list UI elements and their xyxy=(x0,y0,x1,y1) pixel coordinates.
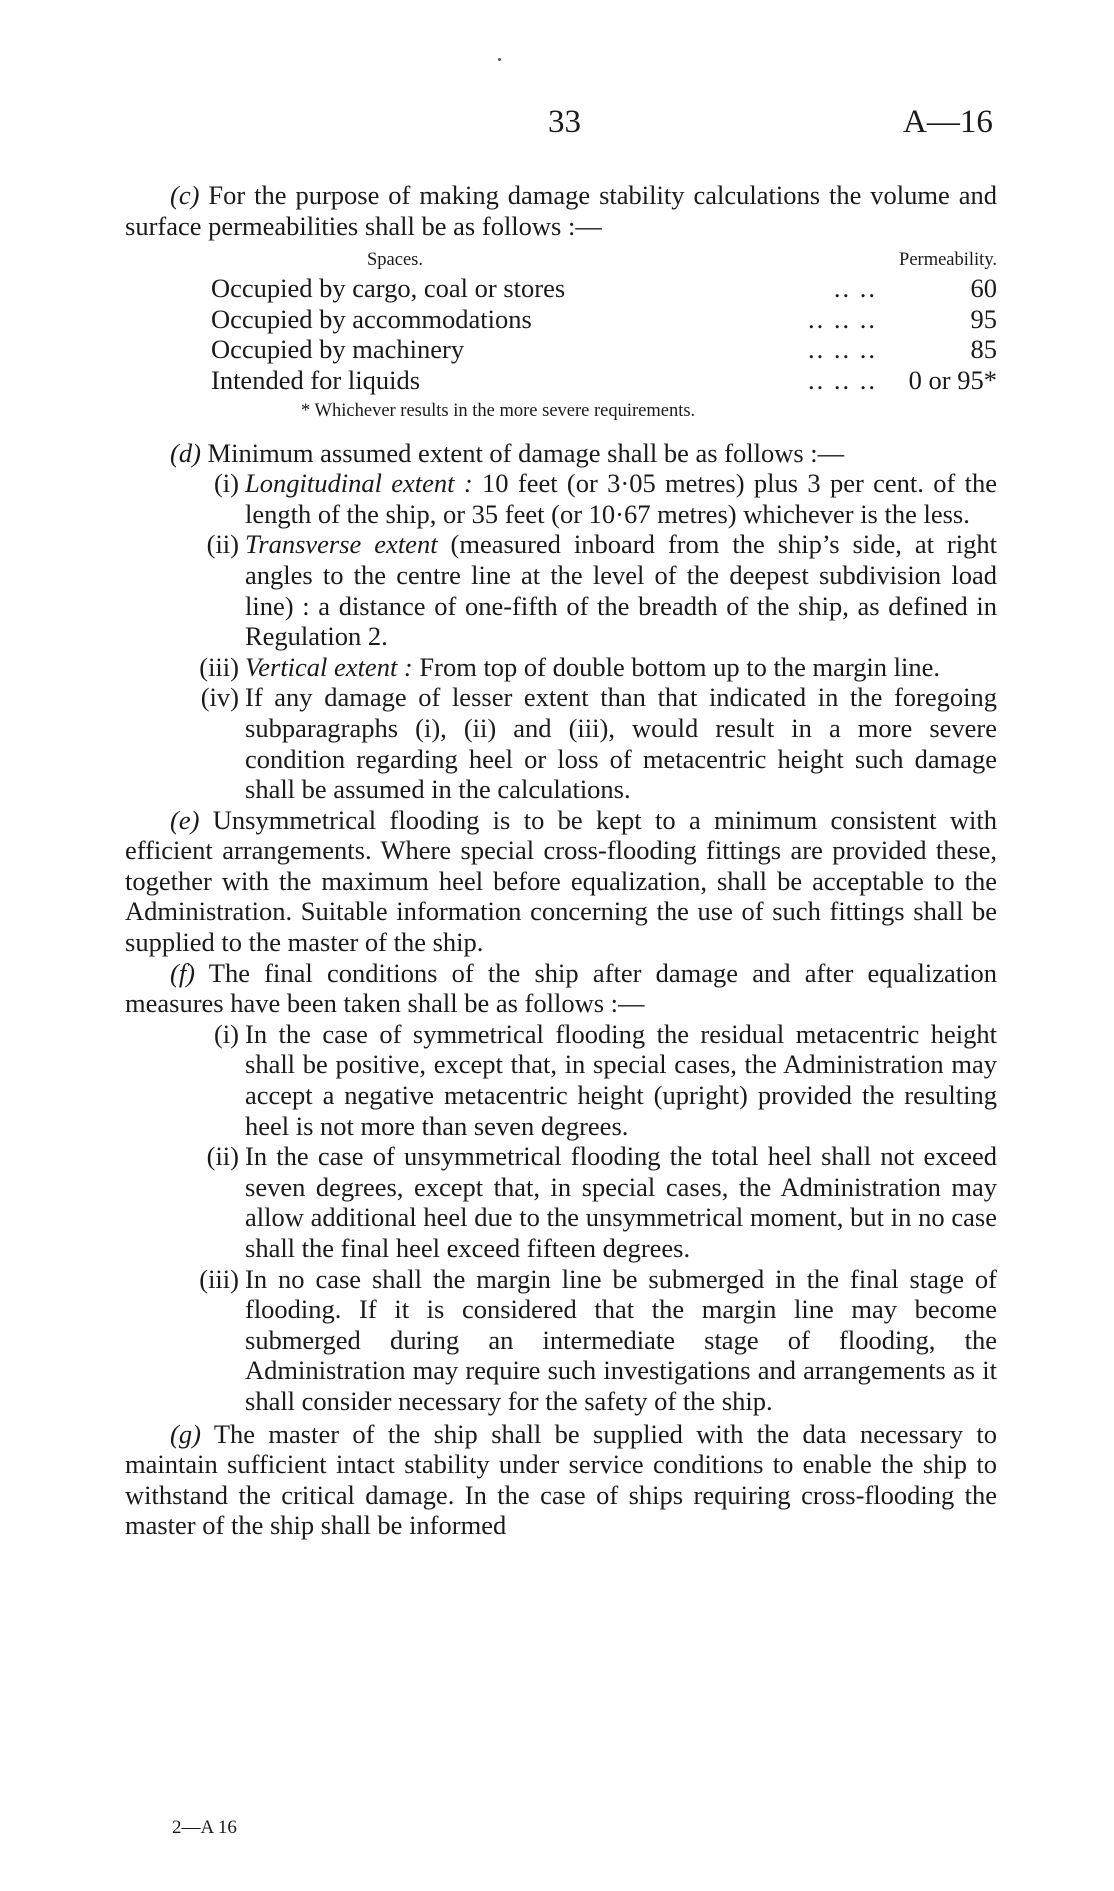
table-row xyxy=(211,365,997,396)
document-reference: A—16 xyxy=(903,104,993,140)
table-header xyxy=(211,247,997,273)
leader-dots: .. .. .. xyxy=(808,303,877,334)
column-header-spaces: Spaces. xyxy=(367,250,423,271)
leader-dots: .. .. .. xyxy=(808,364,877,395)
subparagraph xyxy=(125,529,997,651)
printer-speck xyxy=(498,58,501,61)
subparagraph-number: (ii) xyxy=(206,1141,239,1172)
page-number: 33 xyxy=(548,104,581,140)
table-row xyxy=(211,273,997,304)
subparagraph-text: 10 feet (or 3·05 metres) plus 3 per cent. of the length of the ship, or 35 feet (or 10·67 metres) whichever is the less. xyxy=(245,468,997,529)
permeability-cell: 95 xyxy=(970,303,997,334)
permeability-cell: 0 or 95* xyxy=(908,364,997,395)
paragraph-text: Unsymmetrical flooding is to be kept to a minimum consistent with efficient arrangements. Where special cross-flooding fittings are provided these, together with the maximum heel before equalization, shall be acceptable to the Administration. Suitable information concerning the use of such fittings shall be supplied to the master of the ship. xyxy=(125,804,997,958)
space-cell: Occupied by cargo, coal or stores xyxy=(211,273,566,304)
paragraph-label: (f) xyxy=(170,957,196,988)
paragraph-label: (e) xyxy=(170,804,200,835)
subparagraph xyxy=(125,468,997,529)
table-row xyxy=(211,304,997,335)
table-row xyxy=(211,334,997,365)
subparagraph-heading: Longitudinal extent : xyxy=(245,468,473,499)
subparagraph xyxy=(125,1141,997,1263)
space-cell: Intended for liquids xyxy=(211,364,421,395)
space-cell: Occupied by machinery xyxy=(211,334,465,365)
subparagraph-number: (i) xyxy=(213,468,239,499)
subparagraph-number: (iii) xyxy=(199,1263,239,1294)
subparagraph-heading: Vertical extent : xyxy=(245,651,413,682)
subparagraph-heading: Transverse extent xyxy=(245,529,438,560)
column-header-permeability: Permeability. xyxy=(899,250,997,271)
subparagraph-text: If any damage of lesser extent than that indicated in the foregoing subparagraphs (i), (ii) and (iii), would result in a more severe condition regarding heel or loss of metacentric height such damage shall be assumed in the calculations. xyxy=(245,682,997,805)
subparagraph-text: From top of double bottom up to the margin line. xyxy=(412,651,941,682)
subparagraph xyxy=(125,682,997,804)
permeability-cell: 60 xyxy=(970,273,997,304)
subparagraph-number: (i) xyxy=(213,1018,239,1049)
page-body xyxy=(125,180,997,1541)
paragraph-text: For the purpose of making damage stability calculations the volume and surface permeabilities shall be as follows :— xyxy=(125,180,997,241)
subparagraph-text: (measured inboard from the ship’s side, at right angles to the centre line at the level of the deepest subdivision load line) : a distance of one-fifth of the breadth of the ship, as defined in Regulation 2. xyxy=(245,529,997,652)
paragraph-d xyxy=(125,438,997,469)
paragraph-text: The master of the ship shall be supplied with the data necessary to maintain sufficient intact stability under service conditions to enable the ship to withstand the critical damage. In the case of ships requiring cross-flooding the master of the ship shall be informed xyxy=(125,1418,997,1541)
subparagraph-text: In no case shall the margin line be submerged in the final stage of flooding. If it is considered that the margin line may become submerged during an intermediate stage of flooding, the Administration may require such investigations and arrangements as it shall consider necessary for the safety of the ship. xyxy=(245,1263,997,1416)
subparagraph-number: (iii) xyxy=(199,651,239,682)
subparagraph xyxy=(125,1264,997,1417)
subparagraph-text: In the case of symmetrical flooding the residual metacentric height shall be positive, except that, in special cases, the Administration may accept a negative metacentric height (upright) provided the resulting heel is not more than seven degrees. xyxy=(245,1018,997,1141)
paragraph-f xyxy=(125,958,997,1019)
paragraph-g xyxy=(125,1419,997,1541)
paragraph-label: (g) xyxy=(170,1418,201,1449)
subparagraph-number: (iv) xyxy=(200,682,239,713)
signature-mark: 2—A 16 xyxy=(172,1817,237,1838)
paragraph-text: The final conditions of the ship after damage and after equalization measures have been taken shall be as follows :— xyxy=(125,957,997,1019)
paragraph-label: (c) xyxy=(170,180,200,210)
subparagraph xyxy=(125,1019,997,1141)
subparagraph xyxy=(125,652,997,683)
subparagraph-number: (ii) xyxy=(206,529,239,560)
paragraph-e xyxy=(125,805,997,958)
leader-dots: .. .. xyxy=(833,273,877,304)
leader-dots: .. .. .. xyxy=(808,334,877,365)
table-footnote: * Whichever results in the more severe requirements. xyxy=(301,400,696,421)
paragraph-label: (d) xyxy=(170,437,201,468)
permeability-cell: 85 xyxy=(970,334,997,365)
permeability-table xyxy=(211,247,997,395)
subparagraph-text: In the case of unsymmetrical flooding the total heel shall not exceed seven degrees, except that, in special cases, the Administration may allow additional heel due to the unsymmetrical moment, but in no case shall the final heel exceed fifteen degrees. xyxy=(245,1141,997,1263)
paragraph-text: Minimum assumed extent of damage shall be as follows :— xyxy=(207,437,845,468)
space-cell: Occupied by accommodations xyxy=(211,303,532,334)
paragraph-c xyxy=(125,180,997,241)
